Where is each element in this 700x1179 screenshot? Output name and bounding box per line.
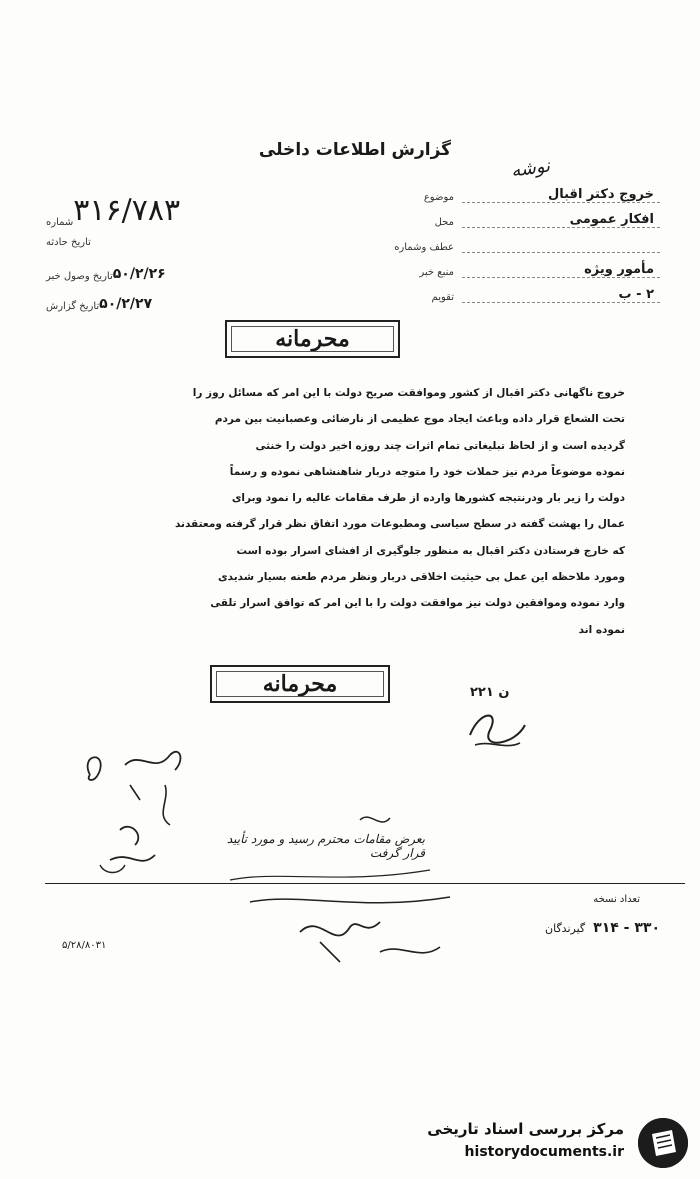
body-line: وارد نموده وموافقین دولت نیز موافقت دولت را با این امر که توافق اسرار تلقی	[210, 597, 625, 610]
attachment-label: عطف وشماره	[394, 242, 454, 253]
receipt-date-row	[40, 248, 310, 282]
subject-field	[390, 178, 660, 203]
body-line: تحت الشعاع قرار داده وباعث ایجاد موج عظیمی از نارضائی وعصبانیت بین مردم	[214, 413, 625, 426]
report-meta	[40, 193, 310, 312]
handwritten-note: بعرض مقامات محترم رسید و مورد تأیید قرار گرفت	[226, 832, 425, 860]
report-number: ۳۱۶/۷۸۳	[73, 193, 181, 228]
source-field	[390, 253, 660, 278]
number-label: شماره	[46, 217, 74, 228]
report-body	[95, 380, 625, 643]
document-title: گزارش اطلاعات داخلی	[258, 140, 452, 160]
subject-value: خروج دکتر اقبال	[462, 187, 660, 203]
source-label: منبع خبر	[419, 267, 454, 278]
body-line: عمال را بهشت گفته در سطح سیاسی ومطبوعات مورد اتفاق نظر قرار گرفته ومعتقدند	[174, 518, 625, 531]
confidential-stamp-bottom: محرمانه	[210, 665, 390, 703]
body-line: ومورد ملاحظه این عمل بی حیثیت اخلاقی دربار ونظر مردم طعنه بسیار شدیدی	[218, 571, 625, 584]
body-line: نموده موضوعاً مردم نیز حملات خود را متوجه دربار شاهنشاهی نموده و رسماً	[229, 465, 625, 478]
location-label: محل	[434, 217, 454, 228]
receipt-date-label: تاریخ وصول خبر	[46, 271, 113, 282]
source-value: مأمور ویژه	[462, 262, 660, 278]
body-line: گردیده است و از لحاظ تبلیغاتی تمام اثرات چند روزه اخیر دولت را خنثی	[255, 439, 625, 452]
signature-icon	[460, 705, 530, 755]
footer-code: ۵/۲۸/۸۰۳۱	[62, 940, 107, 951]
body-line: خروج ناگهانی دکتر اقبال از کشور وموافقت صریح دولت با این امر که مسائل روز را	[192, 387, 625, 399]
recipients	[545, 920, 660, 936]
evaluation-label: تقویم	[431, 292, 454, 303]
confidential-stamp-top: محرمانه	[225, 320, 400, 358]
evaluation-field	[390, 278, 660, 303]
body-line: که خارج فرستادن دکتر اقبال به منظور جلوگیری از افشای اسرار بوده است	[236, 544, 625, 557]
subject-label: موضوع	[423, 192, 454, 203]
report-date-value: ۵۰/۲/۲۷	[99, 296, 153, 312]
copies-label: تعداد نسخه	[593, 894, 640, 905]
handwritten-annotation-icon	[70, 745, 200, 880]
body-line: نموده اند	[578, 623, 625, 636]
location-field	[390, 203, 660, 228]
location-value: افکار عمومی	[462, 212, 660, 228]
body-line: دولت را زیر بار ودرنتیجه کشورها وارده از طرف مقامات عالیه را نمود وبرای	[231, 492, 625, 505]
handwritten-top-note: نوشه	[509, 155, 552, 182]
signature-number: ن ۲۲۱	[470, 685, 510, 700]
evaluation-value: ۲ - ب	[462, 287, 660, 303]
handwriting-strokes-icon	[220, 810, 440, 890]
archive-logo-icon	[638, 1118, 688, 1168]
receipt-date-value: ۵۰/۲/۲۶	[112, 266, 166, 282]
brand-watermark	[388, 1118, 688, 1168]
recipients-label: گیرندگان	[545, 922, 586, 935]
handwritten-signature-icon	[240, 882, 460, 972]
report-date-label: تاریخ گزارش	[46, 301, 100, 312]
event-date-row	[40, 228, 310, 248]
brand-url: historydocuments.ir	[464, 1144, 624, 1160]
attachment-field	[390, 228, 660, 253]
recipients-value: ۳۳۰ - ۳۱۴	[593, 920, 660, 936]
event-date-label: تاریخ حادثه	[46, 237, 91, 248]
number-row	[40, 193, 310, 228]
report-date-row	[40, 282, 310, 312]
brand-name: مرکز بررسی اسناد تاریخی	[427, 1120, 624, 1138]
report-fields	[390, 178, 660, 303]
